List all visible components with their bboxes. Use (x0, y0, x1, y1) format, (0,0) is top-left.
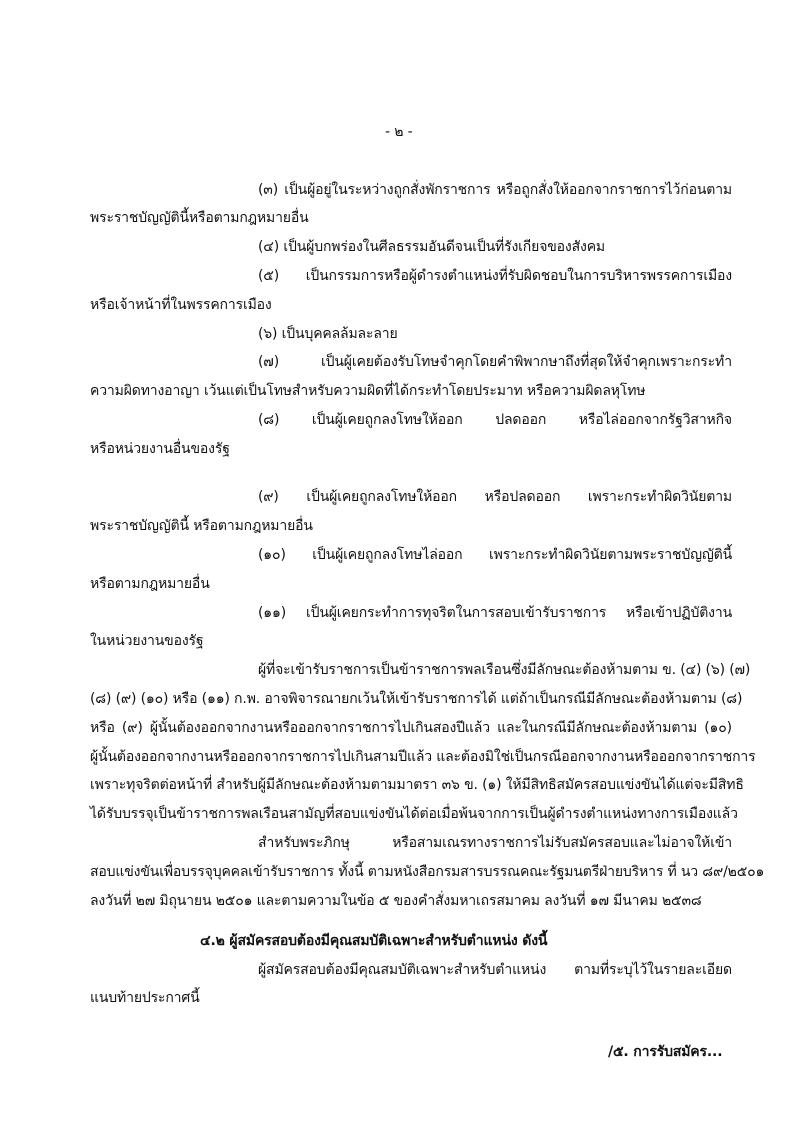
text-line: แนบท้ายประกาศนี้ (90, 990, 200, 1006)
text-line: (๑๑) เป็นผู้เคยกระทำการทุจริตในการสอบเข้ารับราชการ หรือเข้าปฏิบัติงาน (258, 605, 732, 621)
text-line: สอบแข่งขันเพื่อบรรจุบุคคลเข้ารับราชการ ทั้งนี้ ตามหนังสือกรมสารบรรณคณะรัฐมนตรีฝ่ายบริหาร ที่ นว ๘๙/๒๕๐๑ (90, 864, 765, 880)
text-line: หรือหน่วยงานอื่นของรัฐ (90, 441, 230, 457)
text-line: (๓) เป็นผู้อยู่ในระหว่างถูกสั่งพักราชการ หรือถูกสั่งให้ออกจากราชการไว้ก่อนตาม (258, 182, 732, 198)
text-line: (๔) เป็นผู้บกพร่องในศีลธรรมอันดีจนเป็นที่รังเกียจของสังคม (258, 239, 605, 255)
text-line: ได้รับบรรจุเป็นข้าราชการพลเรือนสามัญที่สอบแข่งขันได้ต่อเมื่อพ้นจากการเป็นผู้ดำรงตำแหน่งทางการเมืองแล้ว (90, 806, 738, 822)
continuation-note: /๕. การรับสมัคร... (608, 1044, 723, 1060)
text-line: ในหน่วยงานของรัฐ (90, 633, 204, 649)
text-line: (๘) (๙) (๑๐) หรือ (๑๑) ก.พ. อาจพิจารณายกเว้นให้เข้ารับราชการได้ แต่ถ้าเป็นกรณีมีลักษณะต้องห้ามตาม (๘) (90, 691, 743, 707)
text-line: (๙) เป็นผู้เคยถูกลงโทษให้ออก หรือปลดออก เพราะกระทำผิดวินัยตาม (258, 489, 732, 505)
text-line: ผู้สมัครสอบต้องมีคุณสมบัติเฉพาะสำหรับตำแหน่ง ตามที่ระบุไว้ในรายละเอียด (258, 962, 732, 978)
text-line: พระราชบัญญัตินี้หรือตามกฎหมายอื่น (90, 210, 309, 226)
page-number: - ๒ - (385, 124, 413, 140)
text-line: ลงวันที่ ๒๗ มิถุนายน ๒๕๐๑ และตามความในข้อ ๕ ของคำสั่งมหาเถรสมาคม ลงวันที่ ๑๗ มีนาคม ๒๕๓๘ (90, 893, 702, 909)
text-line: พระราชบัญญัตินี้ หรือตามกฎหมายอื่น (90, 518, 313, 534)
text-line: หรือ (๙) ผู้นั้นต้องออกจากงานหรือออกจากราชการไปเกินสองปีแล้ว และในกรณีมีลักษณะต้องห้ามตาม (๑๐) (90, 720, 732, 736)
text-line: หรือตามกฎหมายอื่น (90, 576, 210, 592)
text-line: เพราะทุจริตต่อหน้าที่ สำหรับผู้มีลักษณะต้องห้ามตามมาตรา ๓๖ ข. (๑) ให้มีสิทธิสมัครสอบแข่งขันได้แต่จะมีสิทธิ (90, 777, 744, 793)
text-line: ผู้นั้นต้องออกจากงานหรือออกจากราชการไปเกินสามปีแล้ว และต้องมิใช่เป็นกรณีออกจากงานหรือออกจากราชการ (90, 749, 756, 765)
text-line: (๑๐) เป็นผู้เคยถูกลงโทษไล่ออก เพราะกระทำผิดวินัยตามพระราชบัญญัตินี้ (258, 547, 732, 563)
text-line: (๖) เป็นบุคคลล้มละลาย (258, 326, 398, 342)
text-line: (๕) เป็นกรรมการหรือผู้ดำรงตำแหน่งที่รับผิดชอบในการบริหารพรรคการเมือง (258, 268, 732, 284)
text-line: ผู้ที่จะเข้ารับราชการเป็นข้าราชการพลเรือนซึ่งมีลักษณะต้องห้ามตาม ข. (๔) (๖) (๗) (258, 662, 751, 678)
text-line: (๘) เป็นผู้เคยถูกลงโทษให้ออก ปลดออก หรือไล่ออกจากรัฐวิสาหกิจ (258, 412, 732, 428)
text-line: หรือเจ้าหน้าที่ในพรรคการเมือง (90, 297, 272, 313)
text-line: สำหรับพระภิกษุ หรือสามเณรทางราชการไม่รับสมัครสอบและไม่อาจให้เข้า (258, 835, 732, 851)
text-line: (๗) เป็นผู้เคยต้องรับโทษจำคุกโดยคำพิพากษาถึงที่สุดให้จำคุกเพราะกระทำ (258, 354, 732, 370)
section-heading: ๔.๒ ผู้สมัครสอบต้องมีคุณสมบัติเฉพาะสำหรับตำแหน่ง ดังนี้ (200, 933, 548, 949)
text-line: ความผิดทางอาญา เว้นแต่เป็นโทษสำหรับความผิดที่ได้กระทำโดยประมาท หรือความผิดลหุโทษ (90, 383, 646, 399)
